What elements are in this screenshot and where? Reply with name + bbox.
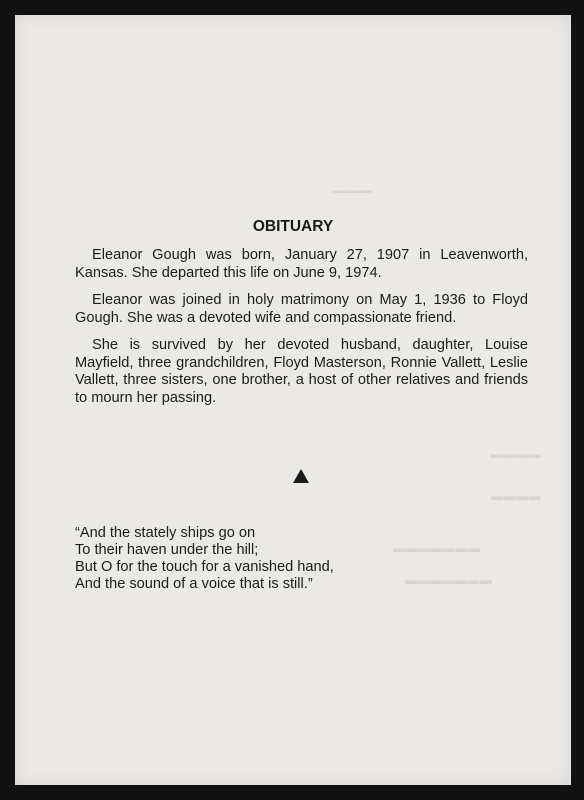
bleed-through-mark: ▬▬▬▬: [491, 447, 541, 461]
paragraph-birth: Eleanor Gough was born, January 27, 1907 in Leavenworth, Kansas. She departed this life on June 9, 1974.: [75, 247, 528, 281]
paragraph-survivors: She is survived by her devoted husband, daughter, Louise Mayfield, three grandchildren, Floyd Masterson, Ronnie Vallett, Leslie Vallett, three sisters, one brother, a host of other relatives and friends to mourn her passing.: [75, 337, 528, 406]
poem-line: But O for the touch for a vanished hand,: [75, 559, 334, 575]
poem-line: “And the stately ships go on: [75, 525, 256, 541]
poem-line: And the sound of a voice that is still.”: [75, 576, 313, 592]
bleed-through-mark: ▬▬▬▬: [491, 489, 541, 503]
poem: [75, 525, 528, 593]
bleed-through-mark: ▬▬▬▬▬▬▬: [405, 573, 493, 587]
bleed-through-mark: ▔▔▔▔: [333, 191, 372, 205]
triangle-icon: [293, 469, 309, 483]
obituary-body: [75, 247, 528, 417]
paragraph-marriage: Eleanor was joined in holy matrimony on May 1, 1936 to Floyd Gough. She was a devoted wife and compassionate friend.: [75, 292, 528, 326]
obituary-page: [15, 15, 571, 785]
bleed-through-mark: ▬▬▬▬▬▬▬: [393, 541, 481, 555]
page-title: OBITUARY: [252, 218, 334, 235]
poem-line: To their haven under the hill;: [75, 542, 259, 558]
